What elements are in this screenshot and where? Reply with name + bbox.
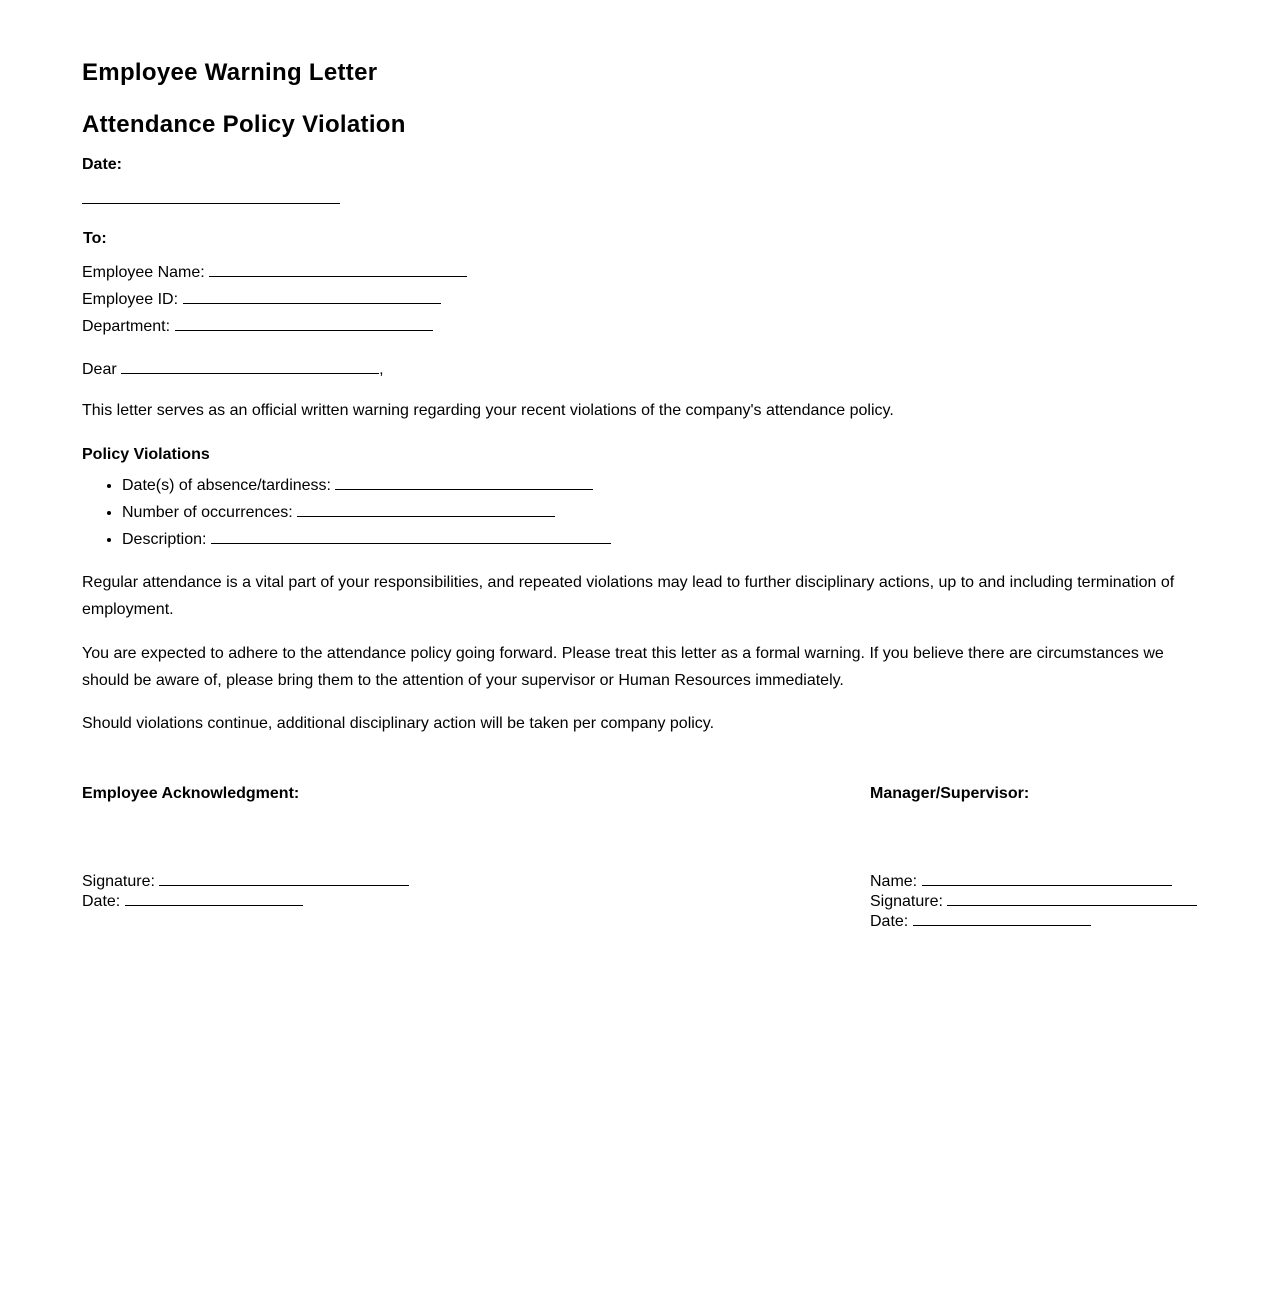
- manager-signature-field: [870, 891, 1197, 911]
- manager-date-label: Date:: [870, 913, 909, 930]
- violation-description-label: Description:: [122, 531, 207, 548]
- employee-ack-heading: Employee Acknowledgment:: [82, 785, 300, 802]
- manager-heading: Manager/Supervisor:: [870, 785, 1030, 802]
- manager-name-blank[interactable]: [922, 871, 1172, 886]
- employee-name-blank[interactable]: [209, 262, 467, 277]
- salutation: [82, 359, 384, 379]
- employee-date-field: [82, 891, 409, 911]
- employee-id-blank[interactable]: [183, 289, 441, 304]
- manager-fields: [870, 871, 1197, 931]
- violation-item-dates: [122, 475, 611, 502]
- intro-paragraph: This letter serves as an official written warning regarding your recent violations of the company's attendance policy.: [82, 402, 894, 419]
- violation-dates-label: Date(s) of absence/tardiness:: [122, 477, 331, 494]
- manager-date-blank[interactable]: [913, 911, 1091, 926]
- employee-name-field: [82, 262, 467, 282]
- manager-date-field: [870, 911, 1197, 931]
- manager-name-field: [870, 871, 1197, 891]
- employee-signature-blank[interactable]: [159, 871, 409, 886]
- employee-id-field: [82, 289, 441, 309]
- violation-item-occurrences: [122, 502, 611, 529]
- violations-heading: Policy Violations: [82, 446, 210, 463]
- violation-occurrences-blank[interactable]: [297, 502, 555, 517]
- document-title: Employee Warning Letter: [82, 59, 378, 86]
- date-label: Date:: [82, 156, 123, 173]
- violation-dates-blank[interactable]: [335, 475, 593, 490]
- to-label: To:: [83, 230, 107, 247]
- employee-name-label: Employee Name:: [82, 264, 205, 281]
- continuation-paragraph: Should violations continue, additional disciplinary action will be taken per company policy.: [82, 715, 715, 732]
- employee-signature-field: [82, 871, 409, 891]
- document-subtitle: Attendance Policy Violation: [82, 111, 406, 138]
- department-label: Department:: [82, 318, 171, 335]
- employee-date-blank[interactable]: [125, 891, 303, 906]
- violation-description-blank[interactable]: [211, 529, 611, 544]
- manager-signature-label: Signature:: [870, 893, 943, 910]
- date-blank-line[interactable]: [82, 203, 340, 204]
- salutation-comma: ,: [379, 361, 384, 378]
- manager-signature-blank[interactable]: [947, 891, 1197, 906]
- expectations-paragraph: You are expected to adhere to the attendance policy going forward. Please treat this letter as a formal warning. If you believe there are circumstances we should be aware of, please bring them to the attention of your supervisor or Human Resources immediately.: [82, 645, 1164, 689]
- consequences-paragraph: Regular attendance is a vital part of your responsibilities, and repeated violations may lead to further disciplinary actions, up to and including termination of employment.: [82, 574, 1175, 618]
- employee-date-label: Date:: [82, 893, 121, 910]
- employee-ack-fields: [82, 871, 409, 911]
- manager-name-label: Name:: [870, 873, 918, 890]
- employee-id-label: Employee ID:: [82, 291, 179, 308]
- violations-list: [82, 475, 611, 556]
- salutation-prefix: Dear: [82, 361, 117, 378]
- department-field: [82, 316, 433, 336]
- employee-signature-label: Signature:: [82, 873, 155, 890]
- violation-item-description: [122, 529, 611, 556]
- department-blank[interactable]: [175, 316, 433, 331]
- violation-occurrences-label: Number of occurrences:: [122, 504, 293, 521]
- salutation-name-blank[interactable]: [121, 359, 379, 374]
